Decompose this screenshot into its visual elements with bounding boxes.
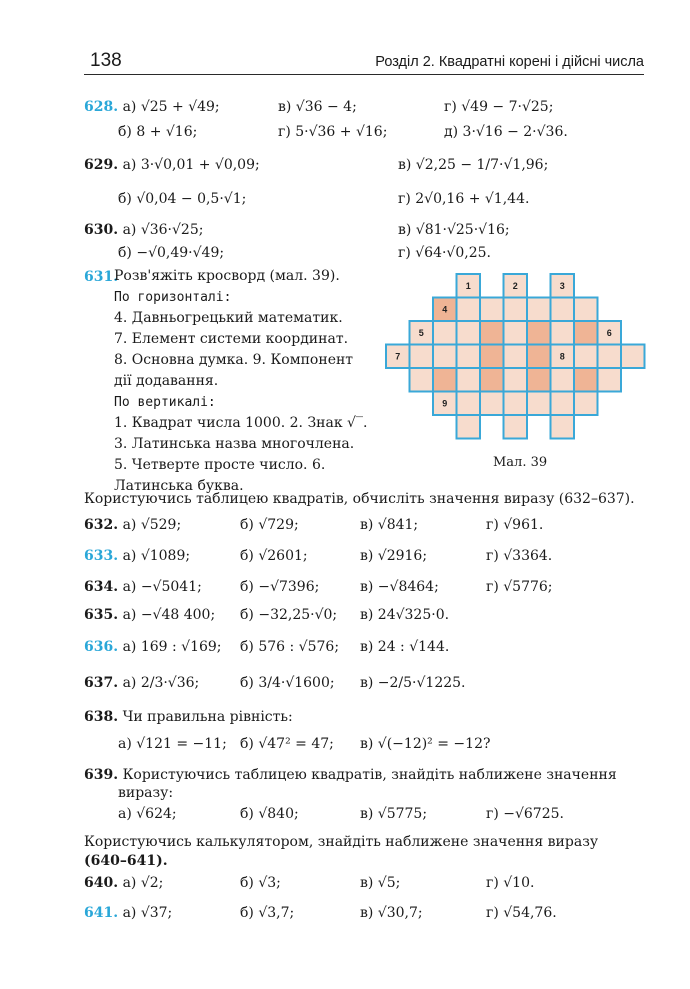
exercise-title: Чи правильна рівність:	[122, 709, 293, 725]
crossword-cell	[504, 298, 528, 322]
item-a: а) √25 + √49;	[122, 99, 220, 115]
exercise-number: 638.	[84, 709, 119, 725]
exercise-number: 633.	[84, 548, 119, 564]
crossword-cell	[504, 368, 528, 392]
crossword-cell-number: 5	[418, 328, 424, 338]
item-g: г) √49 − 7·√25;	[444, 99, 554, 115]
page-header	[84, 44, 644, 75]
crossword-cell-number: 8	[559, 351, 565, 362]
item-a: а) 3·√0,01 + √0,09;	[122, 157, 260, 173]
item-a: а) √2;	[122, 875, 164, 891]
crossword-cell	[457, 392, 481, 416]
exercise-640	[84, 872, 163, 894]
vertical-heading: По вертикалі:	[114, 395, 216, 410]
item-a: а) √36·√25;	[122, 222, 204, 238]
item-v: в) √5775;	[360, 806, 428, 822]
crossword-cell	[621, 345, 645, 369]
crossword-cell	[574, 298, 598, 322]
crossword-cell	[480, 392, 504, 416]
crossword-cell	[457, 345, 481, 369]
exercise-number: 640.	[84, 875, 119, 891]
exercise-629	[84, 154, 260, 176]
crossword-cell	[527, 368, 551, 392]
crossword-cell	[433, 345, 457, 369]
crossword-cell	[598, 345, 622, 369]
clue-h4: 4. Давньогрецький математик.	[114, 310, 343, 326]
exercise-632	[84, 514, 181, 536]
item-v: в) √2,25 − 1/7·√1,96;	[398, 157, 549, 173]
crossword-cell	[504, 321, 528, 345]
item-v: в) √30,7;	[360, 905, 423, 921]
crossword-cell-number: 4	[442, 304, 448, 315]
item-b: б) −32,25·√0;	[240, 607, 338, 623]
horizontal-heading: По горизонталі:	[114, 290, 232, 305]
exercise-635	[84, 604, 215, 626]
item-b: б) √840;	[240, 806, 299, 822]
item-b: б) √47² = 47;	[240, 736, 334, 752]
crossword-cell	[551, 392, 575, 416]
crossword-cell	[410, 368, 434, 392]
item-b: б) −√7396;	[240, 579, 320, 595]
figure-caption: Мал. 39	[493, 455, 548, 470]
item-a: а) √121 = −11;	[118, 736, 227, 752]
instruction-range: (640–641).	[84, 853, 168, 869]
crossword-cell	[551, 321, 575, 345]
exercise-641	[84, 902, 172, 924]
crossword-cell	[480, 368, 504, 392]
clue-h7: 7. Елемент системи координат.	[114, 331, 349, 347]
crossword-cell	[480, 298, 504, 322]
exercise-number: 631.	[84, 269, 119, 285]
item-b: б) √0,04 − 0,5·√1;	[118, 191, 247, 207]
clue-h9: дії додавання.	[114, 373, 219, 389]
item-b: б) √3;	[240, 875, 281, 891]
crossword-cell	[457, 321, 481, 345]
crossword-cell-number: 9	[442, 398, 448, 409]
crossword-clues	[114, 266, 376, 497]
crossword-cell	[504, 415, 528, 439]
crossword-cell	[527, 392, 551, 416]
crossword-cell	[480, 345, 504, 369]
item-a: а) √1089;	[122, 548, 191, 564]
crossword-cell	[551, 368, 575, 392]
crossword-title: Розв'яжіть кросворд (мал. 39).	[114, 268, 340, 284]
crossword-cell	[574, 345, 598, 369]
crossword-cell	[598, 368, 622, 392]
exercise-number: 628.	[84, 99, 119, 115]
item-v: в) −2/5·√1225.	[360, 675, 466, 691]
item-b: б) 3/4·√1600;	[240, 675, 335, 691]
crossword-cell	[457, 298, 481, 322]
exercise-title: Користуючись таблицею квадратів, знайдіть наближене значення	[122, 767, 617, 783]
item-a: а) √37;	[122, 905, 173, 921]
exercise-number: 641.	[84, 905, 119, 921]
exercise-630	[84, 219, 203, 241]
item-g2: г) 5·√36 + √16;	[278, 124, 388, 140]
item-b: б) 576 : √576;	[240, 639, 340, 655]
clue-v3: 3. Латинська назва многочлена.	[114, 436, 355, 452]
crossword-cell	[574, 321, 598, 345]
exercise-number: 637.	[84, 675, 119, 691]
exercise-634	[84, 576, 202, 598]
exercise-number: 634.	[84, 579, 119, 595]
instruction-632-637: Користуючись таблицею квадратів, обчисліть значення виразу (632–637).	[84, 491, 635, 507]
crossword-cell	[574, 368, 598, 392]
exercise-title-cont: виразу:	[118, 785, 174, 801]
crossword-cell	[457, 368, 481, 392]
item-v: в) −√8464;	[360, 579, 439, 595]
item-d: д) 3·√16 − 2·√36.	[444, 124, 568, 140]
crossword-cell	[551, 415, 575, 439]
exercise-637	[84, 672, 199, 694]
item-v: в) √36 − 4;	[278, 99, 357, 115]
item-a: а) √529;	[122, 517, 182, 533]
crossword-cell-number: 6	[606, 328, 612, 338]
item-b: б) −√0,49·√49;	[118, 245, 225, 261]
item-a: а) −√5041;	[122, 579, 202, 595]
item-g: г) √64·√0,25.	[398, 245, 491, 261]
exercise-636	[84, 636, 222, 658]
exercise-631	[84, 266, 118, 288]
crossword-cell-number: 1	[465, 281, 471, 291]
exercise-633	[84, 545, 190, 567]
crossword-cell	[504, 392, 528, 416]
item-a: а) √624;	[118, 806, 177, 822]
exercise-628	[84, 96, 220, 118]
item-a: а) 169 : √169;	[122, 639, 222, 655]
exercise-number: 635.	[84, 607, 119, 623]
item-b: б) √3,7;	[240, 905, 295, 921]
crossword-cell	[574, 392, 598, 416]
clue-v1: 1. Квадрат числа 1000. 2. Знак √‾.	[114, 415, 368, 431]
item-b: б) √729;	[240, 517, 299, 533]
item-a: а) 2/3·√36;	[122, 675, 200, 691]
page-number: 138	[90, 50, 122, 71]
instruction-640-641: Користуючись калькулятором, знайдіть наближене значення виразу	[84, 834, 599, 850]
item-g: г) 2√0,16 + √1,44.	[398, 191, 530, 207]
crossword-cell	[551, 298, 575, 322]
exercise-number: 629.	[84, 157, 119, 173]
item-a: а) −√48 400;	[122, 607, 216, 623]
crossword-cell	[410, 345, 434, 369]
clue-h8: 8. Основна думка. 9. Компонент	[114, 352, 354, 368]
crossword-cell-number: 3	[559, 281, 565, 291]
chapter-title: Розділ 2. Квадратні корені і дійсні числа	[375, 54, 644, 70]
exercise-number: 639.	[84, 767, 119, 783]
exercise-number: 632.	[84, 517, 119, 533]
crossword-cell-number: 7	[395, 351, 401, 362]
item-g: г) −√6725.	[486, 806, 564, 822]
item-g: г) √10.	[486, 875, 535, 891]
crossword-cell	[527, 298, 551, 322]
item-v: в) √(−12)² = −12?	[360, 736, 491, 752]
item-g: г) √961.	[486, 517, 544, 533]
item-v: в) 24 : √144.	[360, 639, 450, 655]
item-g: г) √3364.	[486, 548, 553, 564]
item-v: в) √841;	[360, 517, 419, 533]
crossword-cell	[480, 321, 504, 345]
crossword-cell-number: 2	[512, 281, 518, 291]
crossword-cell	[457, 415, 481, 439]
crossword-cell	[433, 368, 457, 392]
clue-v6: Латинська буква.	[114, 478, 244, 494]
exercise-number: 630.	[84, 222, 119, 238]
item-b: б) 8 + √16;	[118, 124, 198, 140]
crossword-cell	[504, 345, 528, 369]
item-v: в) 24√325·0.	[360, 607, 450, 623]
item-v: в) √81·√25·√16;	[398, 222, 510, 238]
exercise-638	[84, 706, 293, 728]
clue-v5: 5. Четверте просте число. 6.	[114, 457, 326, 473]
crossword-grid	[380, 268, 650, 464]
item-g: г) √54,76.	[486, 905, 557, 921]
crossword-cell	[527, 345, 551, 369]
exercise-number: 636.	[84, 639, 119, 655]
item-g: г) √5776;	[486, 579, 553, 595]
crossword-cell	[527, 321, 551, 345]
crossword-cell	[433, 321, 457, 345]
item-v: в) √2916;	[360, 548, 428, 564]
item-v: в) √5;	[360, 875, 401, 891]
item-b: б) √2601;	[240, 548, 308, 564]
